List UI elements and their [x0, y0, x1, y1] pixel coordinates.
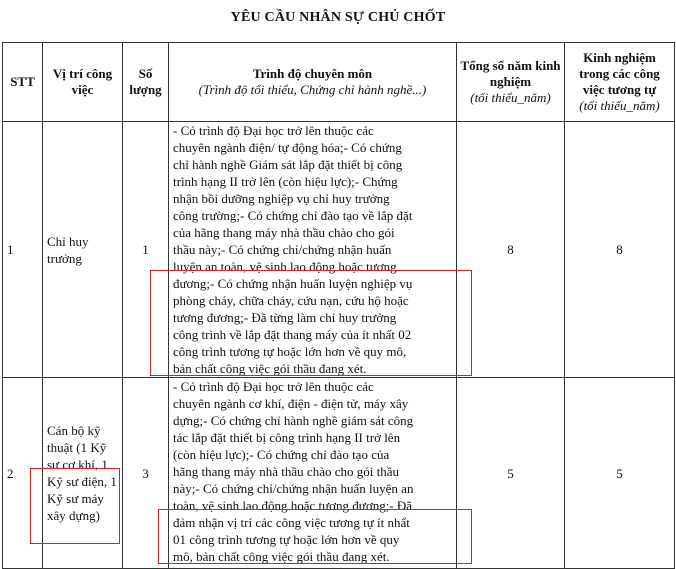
requirement-line: - Có trình độ Đại học trở lên thuộc các [173, 379, 374, 394]
requirement-line: (còn hiệu lực);- Có chứng chỉ đào tạo của [173, 447, 390, 462]
header-qualification: Trình độ chuyên môn (Trình độ tối thiểu, Chứng chỉ hành nghề...) [169, 43, 457, 122]
cell-position: Cán bộ kỹ thuật (1 Kỹ sư cơ khí, 1 Kỹ sư điện, 1 Kỹ sư máy xây dựng) [43, 378, 123, 569]
requirement-line: công trình về lắp đặt thang máy của ít nhất 02 [173, 327, 412, 342]
requirement-line: của hãng thang máy nhà thầu chào cho gói [173, 225, 395, 240]
requirement-line: toàn, vệ sinh lao động hoặc tương đương;- Đã [173, 498, 413, 513]
header-similar-experience: Kinh nghiệm trong các công việc tương tự (tối thiểu_năm) [565, 43, 675, 122]
requirement-line: chỉ hành nghề Giám sát lắp đặt thiết bị công [173, 157, 403, 172]
requirement-line: nhận bồi dưỡng nghiệp vụ chỉ huy trưởng [173, 191, 390, 206]
requirement-line: công trường;- Có chứng chỉ đào tạo về lắp đặt [173, 208, 413, 223]
header-position: Vị trí công việc [43, 43, 123, 122]
requirement-line: đương;- Có chứng nhận huấn luyện nghiệp vụ [173, 276, 413, 291]
header-quantity: Số lượng [123, 43, 169, 122]
table-header-row [3, 43, 675, 122]
requirement-line: chuyên ngành điện/ tự động hóa;- Có chứng [173, 140, 402, 155]
header-total-experience: Tổng số năm kinh nghiệm (tối thiểu_năm) [457, 43, 565, 122]
header-qualification-note: (Trình độ tối thiểu, Chứng chỉ hành nghề...) [198, 82, 427, 97]
cell-requirements [169, 378, 457, 569]
requirement-line: tác lắp đặt thiết bị công trình hạng II trở lên [173, 430, 401, 445]
cell-requirements [169, 122, 457, 378]
requirement-line: đảm nhận vị trí các công việc tương tự ít nhất [173, 515, 410, 530]
cell-quantity: 3 [123, 378, 169, 569]
requirement-line: này;- Có chứng chỉ/chứng nhận huấn luyện an [173, 481, 414, 496]
table-row [3, 378, 675, 569]
table-row [3, 122, 675, 378]
requirement-line: công trình tương tự hoặc lớn hơn về quy mô, [173, 344, 407, 359]
header-stt: STT [3, 43, 43, 122]
cell-total-experience: 8 [457, 122, 565, 378]
cell-total-experience: 5 [457, 378, 565, 569]
requirement-line: thầu này;- Có chứng chỉ/chứng nhận huấn [173, 242, 392, 257]
requirement-line: dựng;- Có chứng chỉ hành nghề giám sát công [173, 413, 414, 428]
requirement-line: tương đương;- Đã từng làm chỉ huy trưởng [173, 310, 397, 325]
requirement-line: - Có trình độ Đại học trở lên thuộc các [173, 123, 374, 138]
cell-position: Chỉ huy trưởng [43, 122, 123, 378]
cell-stt: 2 [3, 378, 43, 569]
requirement-line: hãng thang máy nhà thầu chào cho gói thầu [173, 464, 399, 479]
requirement-line: mô, bản chất công việc gói thầu đang xét. [173, 549, 390, 564]
cell-stt: 1 [3, 122, 43, 378]
requirement-line: chuyên ngành cơ khí, điện - điện tử, máy xây [173, 396, 409, 411]
requirement-line: bản chất công việc gói thầu đang xét. [173, 361, 367, 376]
header-total-experience-note: (tối thiểu_năm) [470, 90, 551, 105]
cell-similar-experience: 8 [565, 122, 675, 378]
requirement-line: luyện an toàn, vệ sinh lao động hoặc tương [173, 259, 397, 274]
key-personnel-table [2, 42, 675, 569]
document-title: YÊU CẦU NHÂN SỰ CHỦ CHỐT [230, 10, 446, 25]
header-similar-experience-note: (tối thiểu_năm) [579, 98, 660, 113]
cell-similar-experience: 5 [565, 378, 675, 569]
requirement-line: trình hạng II trở lên (còn hiệu lực);- Chứng [173, 174, 398, 189]
cell-quantity: 1 [123, 122, 169, 378]
requirement-line: 01 công trình tương tự hoặc lớn hơn về quy [173, 532, 400, 547]
requirement-line: phòng cháy, chữa cháy, cứu nạn, cứu hộ hoặc [173, 293, 409, 308]
